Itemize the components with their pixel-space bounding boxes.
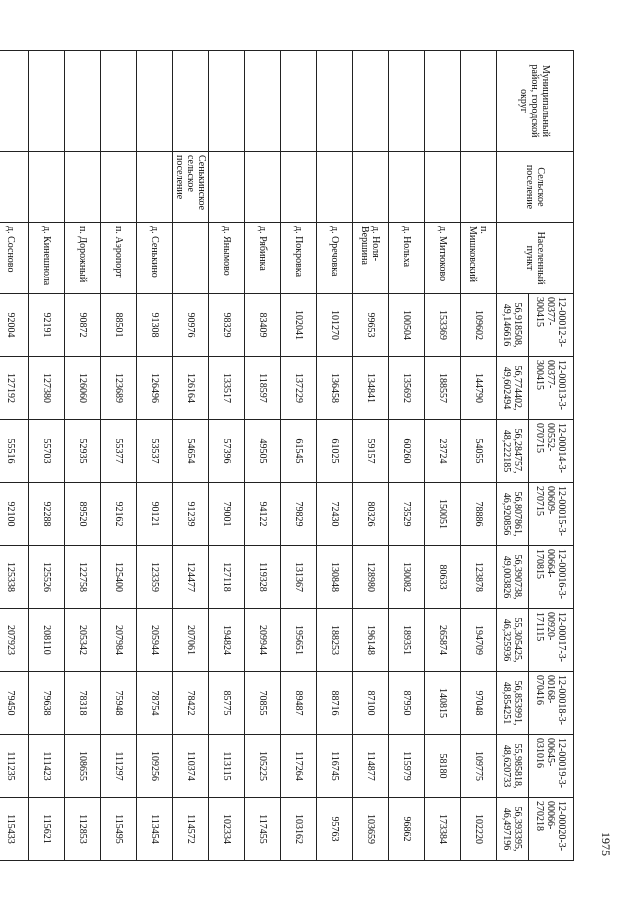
settlement-cell: д. Митюково <box>425 223 461 294</box>
value-cell: 88501 <box>101 294 137 357</box>
value-cell: 91308 <box>137 294 173 357</box>
header-code-2: 12-00013-3-00377-300415 <box>529 357 574 420</box>
value-cell: 114572 <box>173 798 209 861</box>
header-row <box>529 51 574 861</box>
value-cell: 79001 <box>209 483 245 546</box>
value-cell: 113454 <box>137 798 173 861</box>
value-cell: 54654 <box>173 420 209 483</box>
value-cell: 123689 <box>101 357 137 420</box>
coordinate-cell-5: 56,390738, 49,003826 <box>497 546 529 609</box>
municipal-cell <box>173 51 209 152</box>
value-cell: 23724 <box>425 420 461 483</box>
value-cell: 125400 <box>101 546 137 609</box>
value-cell: 55377 <box>101 420 137 483</box>
value-cell: 102220 <box>461 798 497 861</box>
value-cell: 89487 <box>281 672 317 735</box>
distance-table <box>0 50 574 861</box>
table-row <box>425 51 461 861</box>
coordinate-cell-6: 55,305425, 46,325936 <box>497 609 529 672</box>
municipal-cell <box>29 51 65 152</box>
value-cell: 80326 <box>353 483 389 546</box>
header-code-5: 12-00016-3-00664-170815 <box>529 546 574 609</box>
settlement-cell: д. Ноля-Вершина <box>353 223 389 294</box>
value-cell: 52935 <box>65 420 101 483</box>
value-cell: 53537 <box>137 420 173 483</box>
value-cell: 150051 <box>425 483 461 546</box>
settlement-cell: д. Покровка <box>281 223 317 294</box>
value-cell: 194824 <box>209 609 245 672</box>
municipal-cell <box>461 51 497 152</box>
value-cell: 194709 <box>461 609 497 672</box>
rural-cell <box>389 152 425 223</box>
value-cell: 80633 <box>425 546 461 609</box>
value-cell: 124477 <box>173 546 209 609</box>
value-cell: 205342 <box>65 609 101 672</box>
table-row <box>101 51 137 861</box>
value-cell: 118597 <box>245 357 281 420</box>
page-number: 1975 <box>599 832 613 856</box>
value-cell: 110374 <box>173 735 209 798</box>
municipal-cell <box>0 51 29 152</box>
value-cell: 99653 <box>353 294 389 357</box>
value-cell: 126060 <box>65 357 101 420</box>
value-cell: 123359 <box>137 546 173 609</box>
value-cell: 103162 <box>281 798 317 861</box>
value-cell: 115621 <box>29 798 65 861</box>
value-cell: 137229 <box>281 357 317 420</box>
value-cell: 55516 <box>0 420 29 483</box>
table-row <box>137 51 173 861</box>
value-cell: 79829 <box>281 483 317 546</box>
header-code-8: 12-00019-3-00645-031016 <box>529 735 574 798</box>
value-cell: 115495 <box>101 798 137 861</box>
header-code-6: 12-00017-3-00920-171115 <box>529 609 574 672</box>
value-cell: 115433 <box>0 798 29 861</box>
settlement-cell: п. Дорожный <box>65 223 101 294</box>
value-cell: 209944 <box>245 609 281 672</box>
value-cell: 54055 <box>461 420 497 483</box>
value-cell: 102041 <box>281 294 317 357</box>
municipal-cell <box>389 51 425 152</box>
table-container <box>5 50 574 859</box>
value-cell: 144790 <box>461 357 497 420</box>
value-cell: 87100 <box>353 672 389 735</box>
value-cell: 61025 <box>317 420 353 483</box>
header-code-9: 12-00020-3-00066-270218 <box>529 798 574 861</box>
value-cell: 114877 <box>353 735 389 798</box>
value-cell: 90872 <box>65 294 101 357</box>
rural-cell <box>317 152 353 223</box>
value-cell: 79638 <box>29 672 65 735</box>
value-cell: 90121 <box>137 483 173 546</box>
coordinate-cell-3: 56,284757, 48,222185 <box>497 420 529 483</box>
value-cell: 60260 <box>389 420 425 483</box>
value-cell: 92100 <box>0 483 29 546</box>
value-cell: 207984 <box>101 609 137 672</box>
value-cell: 173384 <box>425 798 461 861</box>
coordinate-cell-7: 56,853991, 48,854251 <box>497 672 529 735</box>
value-cell: 117455 <box>245 798 281 861</box>
value-cell: 207923 <box>0 609 29 672</box>
rural-cell <box>245 152 281 223</box>
coordinate-cell-8: 55,985818, 48,620733 <box>497 735 529 798</box>
value-cell: 78422 <box>173 672 209 735</box>
value-cell: 88716 <box>317 672 353 735</box>
table-row <box>245 51 281 861</box>
value-cell: 127118 <box>209 546 245 609</box>
value-cell: 195651 <box>281 609 317 672</box>
header-code-3: 12-00014-3-00552-070715 <box>529 420 574 483</box>
value-cell: 85775 <box>209 672 245 735</box>
value-cell: 188253 <box>317 609 353 672</box>
value-cell: 196148 <box>353 609 389 672</box>
table-row <box>65 51 101 861</box>
municipal-cell <box>209 51 245 152</box>
value-cell: 123878 <box>461 546 497 609</box>
value-cell: 130082 <box>389 546 425 609</box>
header-code-4: 12-00015-3-00609-270715 <box>529 483 574 546</box>
value-cell: 61545 <box>281 420 317 483</box>
municipal-cell <box>101 51 137 152</box>
table-row <box>0 51 29 861</box>
value-cell: 92288 <box>29 483 65 546</box>
header-settlement: Населенный пункт <box>497 223 574 294</box>
value-cell: 109256 <box>137 735 173 798</box>
value-cell: 119328 <box>245 546 281 609</box>
settlement-cell: п. Аэропорт <box>101 223 137 294</box>
coordinate-cell-9: 56,393395, 46,497196 <box>497 798 529 861</box>
value-cell: 78754 <box>137 672 173 735</box>
table-body <box>0 51 497 861</box>
value-cell: 98329 <box>209 294 245 357</box>
value-cell: 207061 <box>173 609 209 672</box>
value-cell: 70855 <box>245 672 281 735</box>
municipal-cell <box>317 51 353 152</box>
value-cell: 109602 <box>461 294 497 357</box>
value-cell: 153369 <box>425 294 461 357</box>
value-cell: 78318 <box>65 672 101 735</box>
value-cell: 49505 <box>245 420 281 483</box>
value-cell: 115979 <box>389 735 425 798</box>
rural-cell <box>65 152 101 223</box>
rural-cell <box>101 152 137 223</box>
value-cell: 90976 <box>173 294 209 357</box>
value-cell: 116745 <box>317 735 353 798</box>
settlement-cell: д. Сенькино <box>137 223 173 294</box>
table-row <box>353 51 389 861</box>
table-row <box>173 51 209 861</box>
table-row <box>317 51 353 861</box>
value-cell: 92004 <box>0 294 29 357</box>
value-cell: 125338 <box>0 546 29 609</box>
table-row <box>209 51 245 861</box>
header-rural: Сельское поселение <box>497 152 574 223</box>
rural-cell <box>137 152 173 223</box>
settlement-cell: д. Нольха <box>389 223 425 294</box>
table-row <box>29 51 65 861</box>
value-cell: 59157 <box>353 420 389 483</box>
value-cell: 58180 <box>425 735 461 798</box>
settlement-cell: д. Оречовка <box>317 223 353 294</box>
value-cell: 109775 <box>461 735 497 798</box>
value-cell: 75948 <box>101 672 137 735</box>
rural-cell <box>353 152 389 223</box>
settlement-cell <box>173 223 209 294</box>
value-cell: 189351 <box>389 609 425 672</box>
value-cell: 73529 <box>389 483 425 546</box>
rural-cell <box>29 152 65 223</box>
coordinate-cell-4: 56,807861, 46,920856 <box>497 483 529 546</box>
settlement-cell: п. Мишковский <box>461 223 497 294</box>
coordinate-cell-2: 56,774402, 49,602494 <box>497 357 529 420</box>
table-row <box>389 51 425 861</box>
value-cell: 208110 <box>29 609 65 672</box>
settlement-cell: д. Янымово <box>209 223 245 294</box>
municipal-cell <box>353 51 389 152</box>
value-cell: 95763 <box>317 798 353 861</box>
municipal-cell <box>137 51 173 152</box>
value-cell: 122758 <box>65 546 101 609</box>
value-cell: 265874 <box>425 609 461 672</box>
municipal-cell <box>425 51 461 152</box>
value-cell: 113115 <box>209 735 245 798</box>
value-cell: 126496 <box>137 357 173 420</box>
value-cell: 94122 <box>245 483 281 546</box>
value-cell: 127192 <box>0 357 29 420</box>
value-cell: 134841 <box>353 357 389 420</box>
rural-cell <box>461 152 497 223</box>
value-cell: 135692 <box>389 357 425 420</box>
table-row <box>461 51 497 861</box>
value-cell: 97048 <box>461 672 497 735</box>
value-cell: 91239 <box>173 483 209 546</box>
rural-cell <box>425 152 461 223</box>
settlement-cell: д. Сосново <box>0 223 29 294</box>
value-cell: 87950 <box>389 672 425 735</box>
value-cell: 111423 <box>29 735 65 798</box>
value-cell: 72430 <box>317 483 353 546</box>
coordinate-cell-1: 56,918508, 49,146616 <box>497 294 529 357</box>
value-cell: 140815 <box>425 672 461 735</box>
value-cell: 100504 <box>389 294 425 357</box>
rotated-table-frame <box>5 50 574 859</box>
value-cell: 96862 <box>389 798 425 861</box>
value-cell: 112853 <box>65 798 101 861</box>
rural-cell <box>209 152 245 223</box>
value-cell: 79450 <box>0 672 29 735</box>
value-cell: 92162 <box>101 483 137 546</box>
table-row <box>281 51 317 861</box>
value-cell: 83409 <box>245 294 281 357</box>
value-cell: 136458 <box>317 357 353 420</box>
rural-cell <box>281 152 317 223</box>
municipal-cell <box>245 51 281 152</box>
value-cell: 57396 <box>209 420 245 483</box>
value-cell: 92191 <box>29 294 65 357</box>
value-cell: 188557 <box>425 357 461 420</box>
header-municipal: Муниципальный район, городской округ <box>497 51 574 152</box>
value-cell: 128980 <box>353 546 389 609</box>
value-cell: 133517 <box>209 357 245 420</box>
value-cell: 102334 <box>209 798 245 861</box>
header-code-1: 12-00012-3-00377-300415 <box>529 294 574 357</box>
header-code-7: 12-00018-3-00168-070416 <box>529 672 574 735</box>
value-cell: 55703 <box>29 420 65 483</box>
value-cell: 126164 <box>173 357 209 420</box>
settlement-cell: д. Кинешнола <box>29 223 65 294</box>
value-cell: 127380 <box>29 357 65 420</box>
value-cell: 78886 <box>461 483 497 546</box>
value-cell: 101270 <box>317 294 353 357</box>
value-cell: 117264 <box>281 735 317 798</box>
value-cell: 108655 <box>65 735 101 798</box>
municipal-cell <box>281 51 317 152</box>
municipal-cell <box>65 51 101 152</box>
value-cell: 89520 <box>65 483 101 546</box>
value-cell: 130848 <box>317 546 353 609</box>
value-cell: 125526 <box>29 546 65 609</box>
value-cell: 111297 <box>101 735 137 798</box>
value-cell: 103659 <box>353 798 389 861</box>
value-cell: 205944 <box>137 609 173 672</box>
value-cell: 111235 <box>0 735 29 798</box>
value-cell: 131367 <box>281 546 317 609</box>
value-cell: 105225 <box>245 735 281 798</box>
rural-cell <box>0 152 29 223</box>
rural-cell: Сенькинское сельское поселение <box>173 152 209 223</box>
settlement-cell: д. Рябинка <box>245 223 281 294</box>
